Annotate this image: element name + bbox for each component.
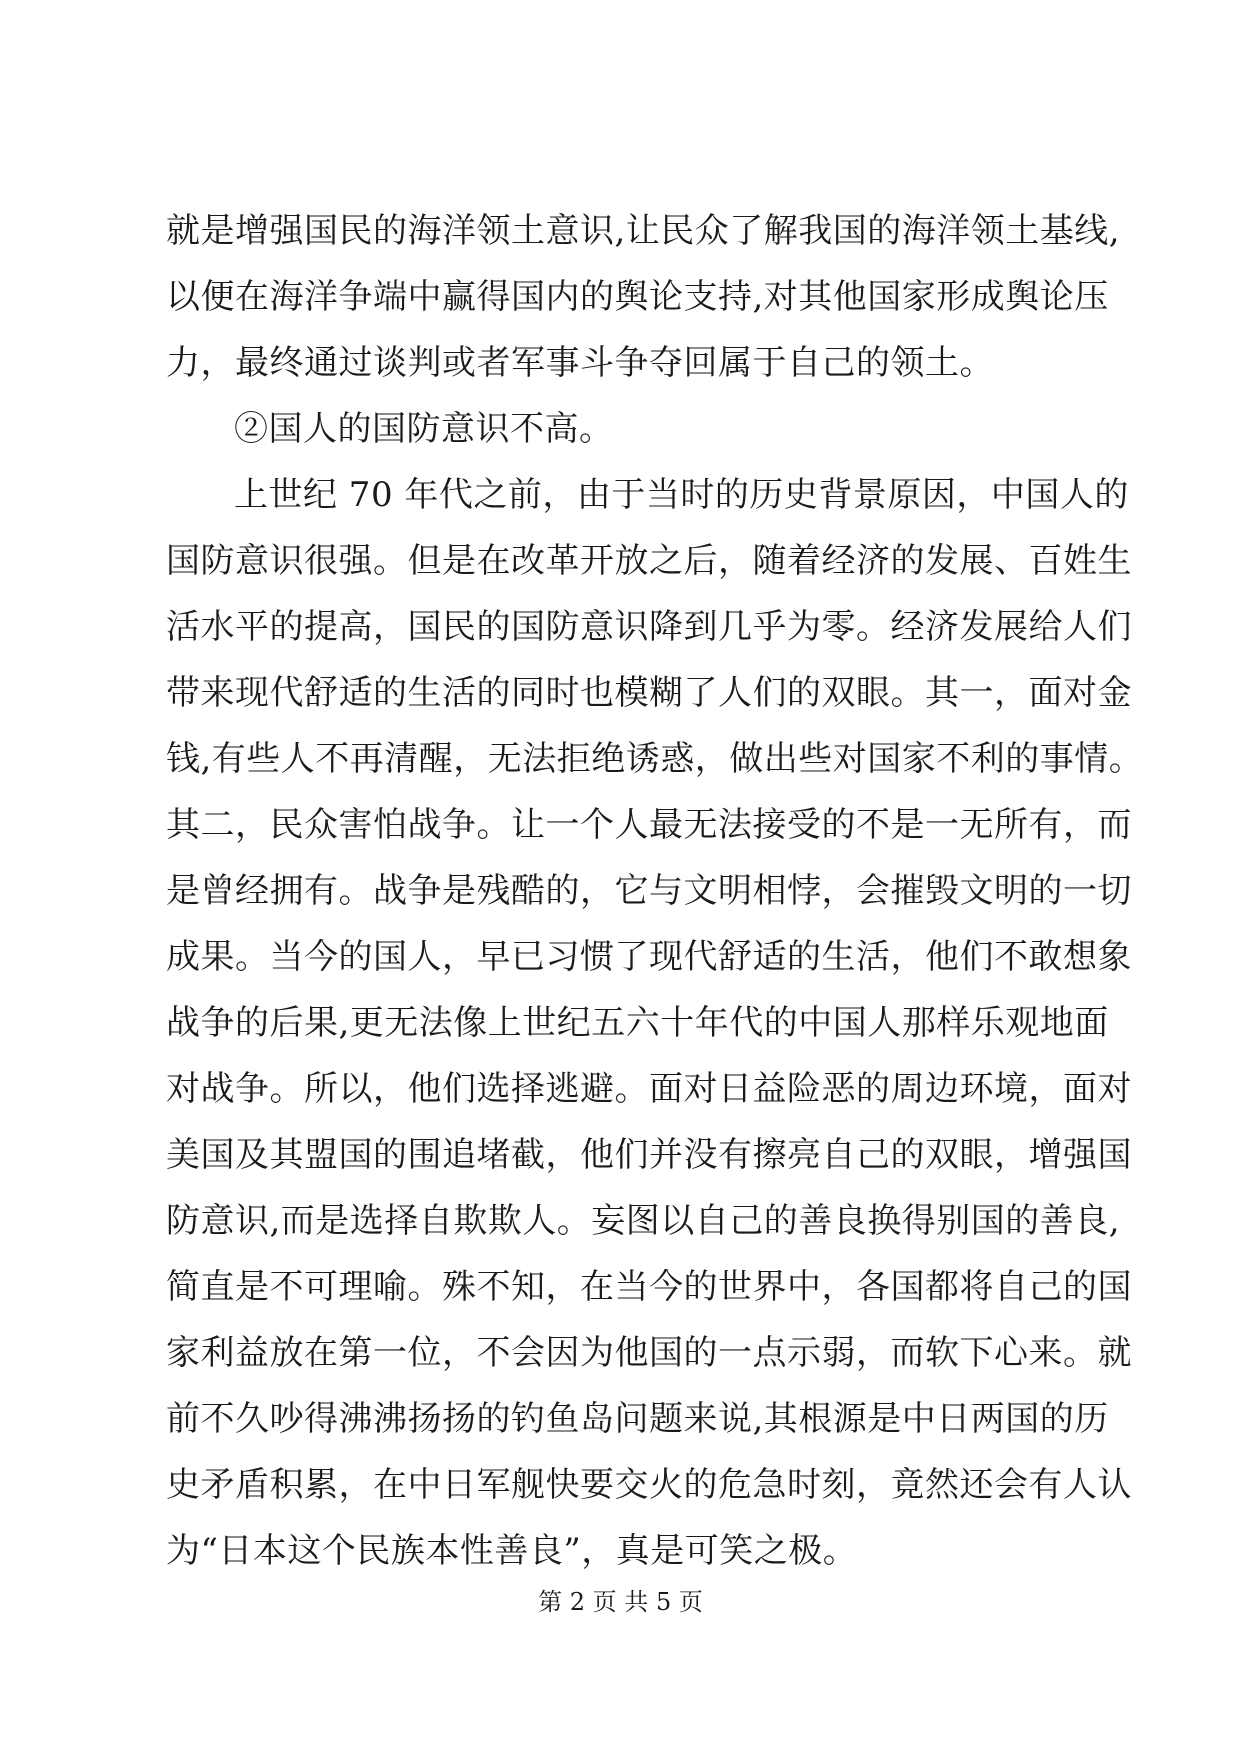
text-line: 就是增强国民的海洋领土意识,让民众了解我国的海洋领土基线, xyxy=(166,211,1121,251)
text-line: 力，最终通过谈判或者军事斗争夺回属于自己的领土。 xyxy=(166,343,994,383)
text-line: 美国及其盟国的围追堵截，他们并没有擦亮自己的双眼，增强国 xyxy=(166,1135,1132,1175)
text-line: 活水平的提高，国民的国防意识降到几乎为零。经济发展给人们 xyxy=(166,607,1132,647)
text-line: 是曾经拥有。战争是残酷的，它与文明相悖，会摧毁文明的一切 xyxy=(166,871,1132,911)
text-line: 简直是不可理喻。殊不知，在当今的世界中，各国都将自己的国 xyxy=(166,1267,1132,1307)
text-line: 上世纪 70 年代之前，由于当时的历史背景原因，中国人的 xyxy=(234,475,1129,515)
text-line: 对战争。所以，他们选择逃避。面对日益险恶的周边环境，面对 xyxy=(166,1069,1132,1109)
text-line: 防意识,而是选择自欺欺人。妄图以自己的善良换得别国的善良, xyxy=(166,1201,1121,1241)
text-line: 家利益放在第一位，不会因为他国的一点示弱，而软下心来。就 xyxy=(166,1333,1132,1373)
page-footer xyxy=(0,1582,1241,1622)
text-line: 以便在海洋争端中赢得国内的舆论支持,对其他国家形成舆论压 xyxy=(166,277,1109,317)
page-number-label: 第 2 页 共 5 页 xyxy=(538,1588,703,1616)
text-line: 为“日本这个民族本性善良”，真是可笑之极。 xyxy=(166,1531,858,1571)
text-line: 成果。当今的国人，早已习惯了现代舒适的生活，他们不敢想象 xyxy=(166,937,1132,977)
text-line: 史矛盾积累，在中日军舰快要交火的危急时刻，竟然还会有人认 xyxy=(166,1465,1132,1505)
section-heading: ②国人的国防意识不高。 xyxy=(234,409,614,449)
text-line: 其二，民众害怕战争。让一个人最无法接受的不是一无所有，而 xyxy=(166,805,1132,845)
text-line: 战争的后果,更无法像上世纪五六十年代的中国人那样乐观地面 xyxy=(166,1003,1109,1043)
text-line: 钱,有些人不再清醒，无法拒绝诱惑，做出些对国家不利的事情。 xyxy=(166,739,1144,779)
text-line: 国防意识很强。但是在改革开放之后，随着经济的发展、百姓生 xyxy=(166,541,1132,581)
text-line: 带来现代舒适的生活的同时也模糊了人们的双眼。其一，面对金 xyxy=(166,673,1132,713)
text-line: 前不久吵得沸沸扬扬的钓鱼岛问题来说,其根源是中日两国的历 xyxy=(166,1399,1109,1439)
